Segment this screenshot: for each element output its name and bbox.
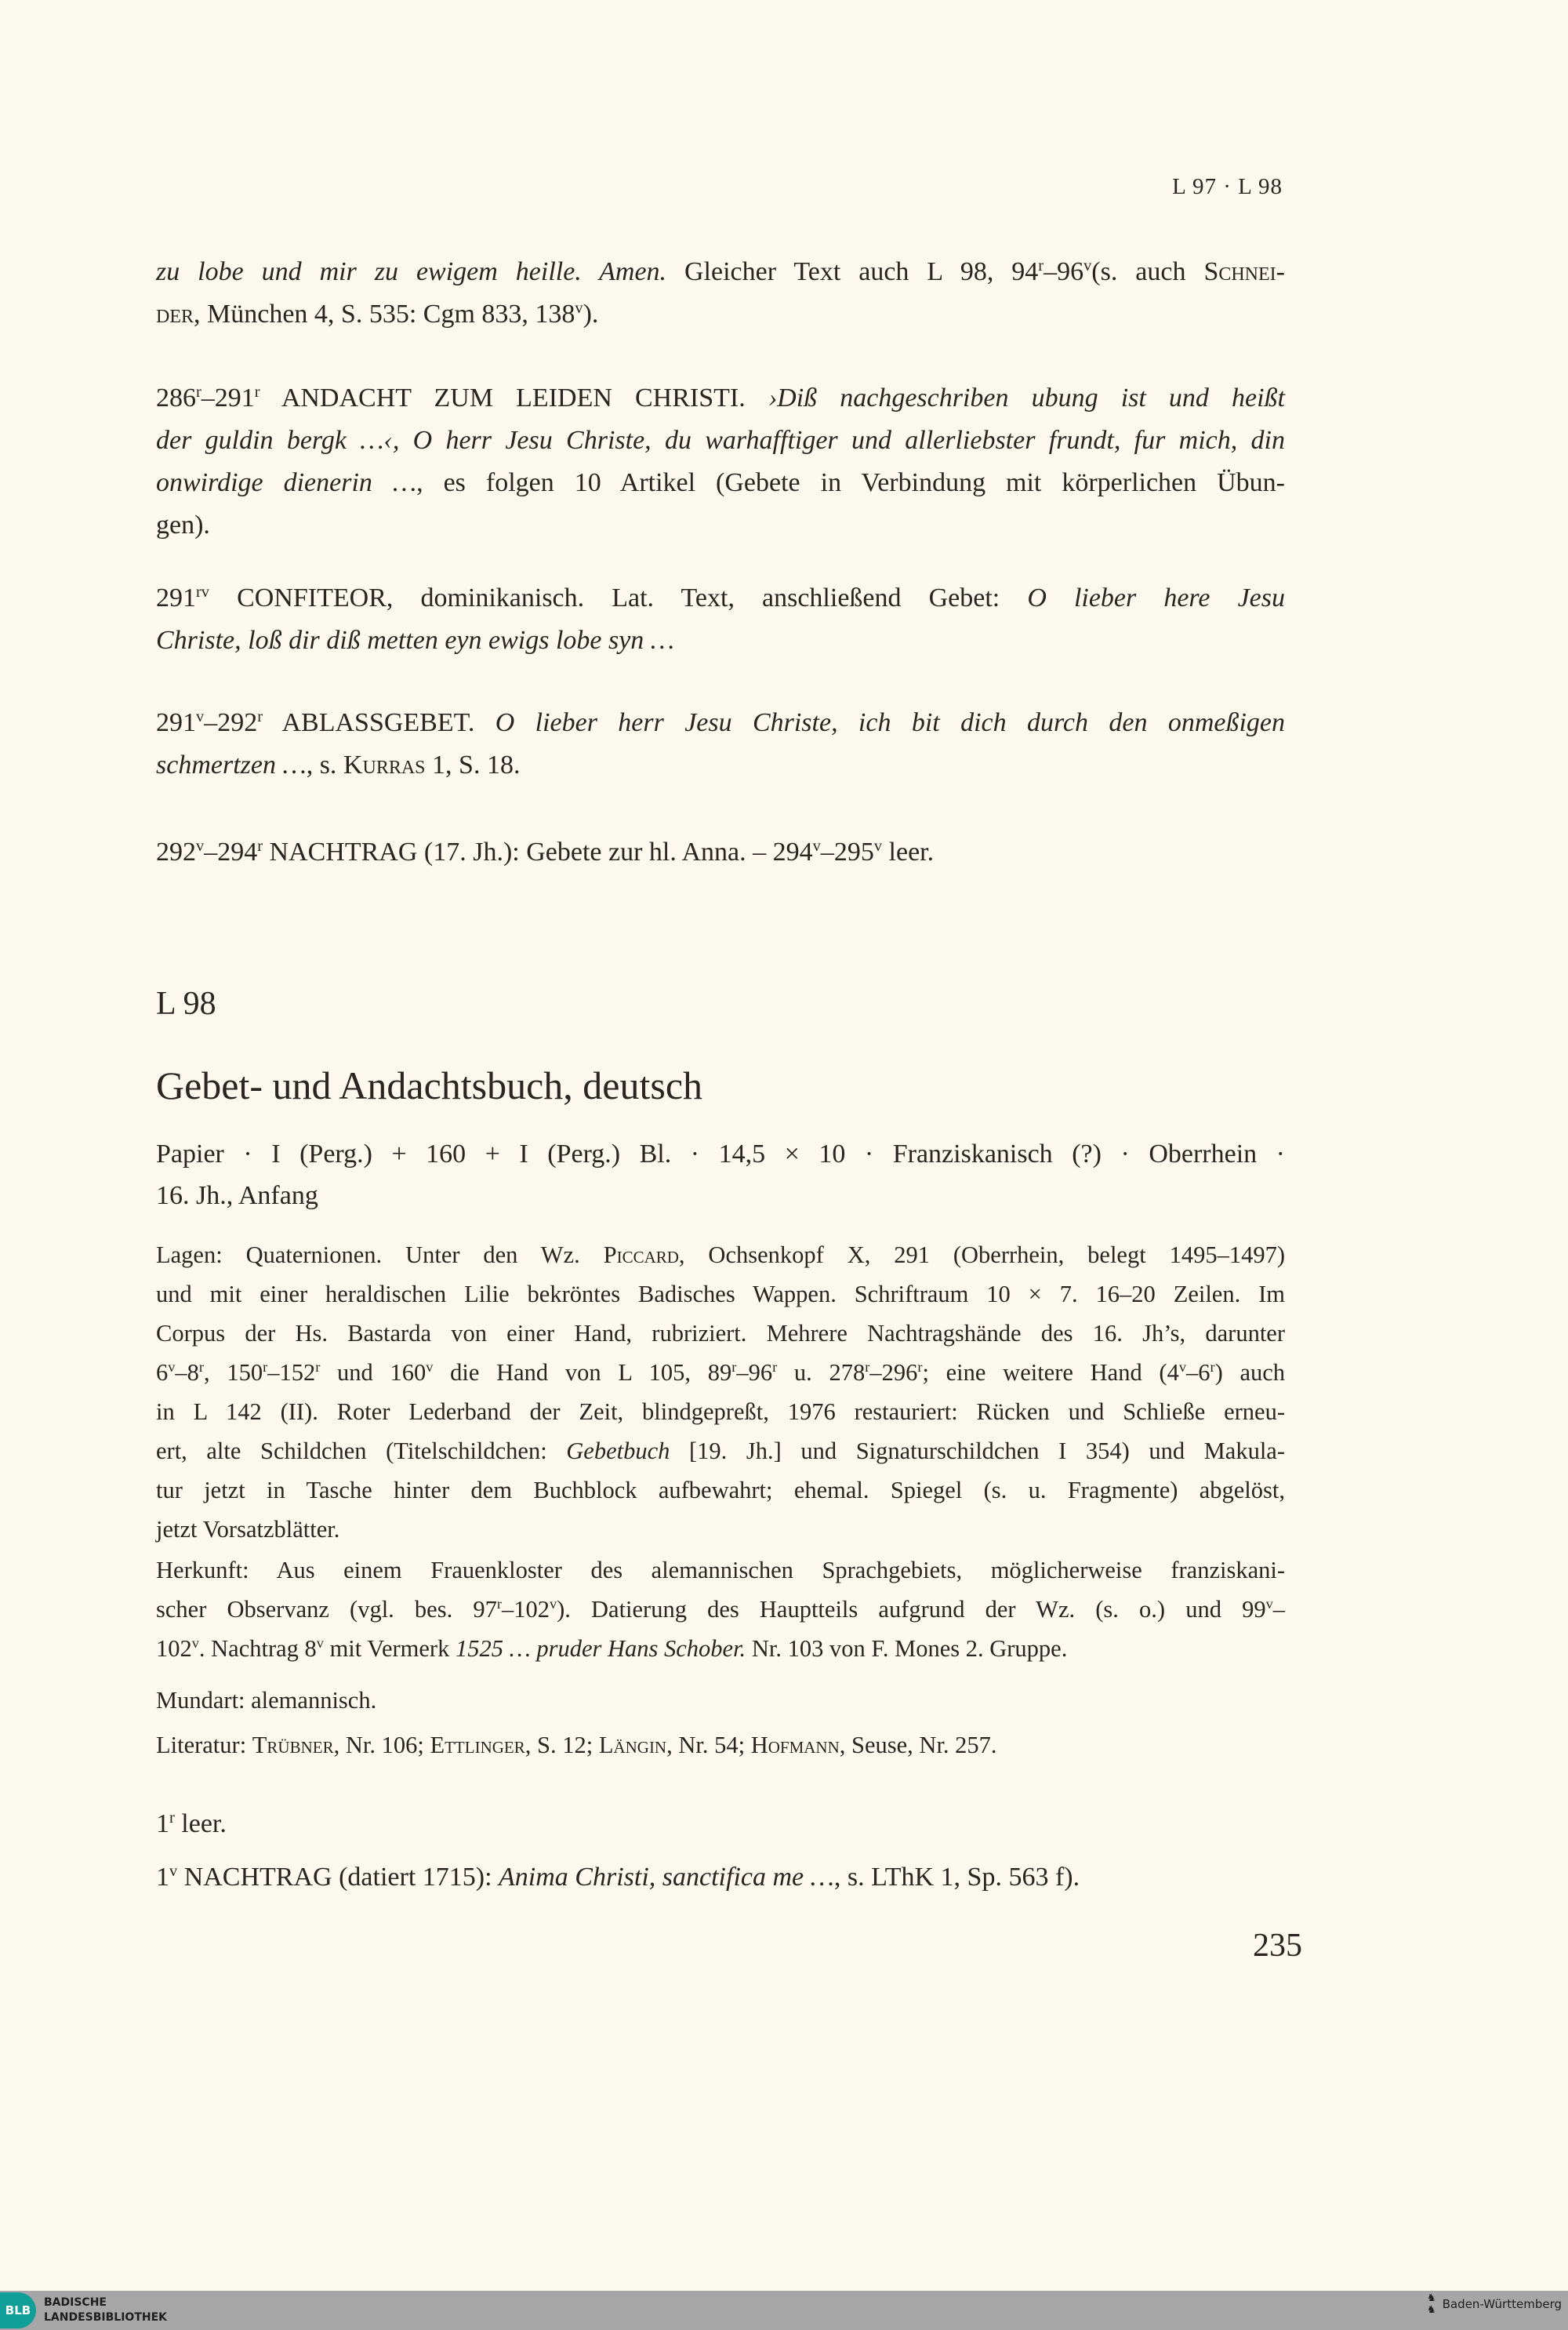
superscript-folio-side: r [731, 1359, 737, 1376]
baden-wuerttemberg-logo[interactable] [1427, 2292, 1562, 2316]
footer-bar [0, 2291, 1568, 2330]
superscript-folio-side: r [865, 1359, 870, 1376]
superscript-folio-side: v [1265, 1596, 1273, 1612]
text-run: gen). [156, 511, 210, 540]
italic-run: O lieber herr Jesu Christe, ich bit dich durch den onmeßigen [495, 708, 1285, 737]
text-line [156, 1314, 1285, 1353]
superscript-folio-side: v [1178, 1359, 1186, 1376]
text-line [156, 1803, 1285, 1845]
italic-run: onwirdige dienerin … [156, 468, 417, 497]
text-line [156, 293, 1285, 336]
mundart-paragraph [156, 1681, 1285, 1720]
small-caps-author: der [156, 300, 194, 329]
text-run: mit Vermerk [323, 1635, 456, 1662]
text-line [156, 504, 1285, 547]
text-run: NACHTRAG (17. Jh.): Gebete zur hl. Anna. – 294 [263, 838, 813, 867]
herkunft-paragraph [156, 1550, 1285, 1668]
entry-1r-leer [156, 1803, 1285, 1845]
text-run: 292 [156, 838, 196, 867]
superscript-folio-side: v [191, 1635, 199, 1652]
entry-1v-nachtrag [156, 1856, 1285, 1899]
text-run: –96 [736, 1359, 773, 1386]
baden-wuerttemberg-label: Baden-Württemberg [1442, 2297, 1562, 2311]
small-caps-author: Schnei- [1203, 257, 1285, 286]
text-run: 6 [156, 1359, 169, 1386]
text-line [156, 744, 1285, 787]
superscript-folio-side: r [196, 383, 201, 401]
text-run: 16. Jh., Anfang [156, 1181, 318, 1210]
superscript-folio-side: rv [196, 583, 209, 601]
text-run: –6 [1185, 1359, 1210, 1386]
physical-description [156, 1133, 1285, 1216]
text-run: 1, S. 18. [425, 751, 521, 780]
superscript-folio-side: v [169, 1862, 178, 1880]
text-run: und 160 [320, 1359, 426, 1386]
small-caps-author: Trübner [252, 1732, 334, 1758]
superscript-folio-side: r [315, 1359, 321, 1376]
text-line [156, 251, 1285, 293]
italic-run: schmertzen … [156, 751, 307, 780]
italic-run: zu lobe und mir zu ewigem heille. Amen. [156, 257, 684, 286]
text-line [156, 1175, 1285, 1216]
text-run: 1 [156, 1809, 169, 1838]
italic-run: der guldin bergk …‹, O herr Jesu Christe, du warhafftiger und allerliebster frundt, fur mich, din [156, 426, 1285, 455]
text-run: –294 [204, 838, 258, 867]
blb-name[interactable] [44, 2295, 167, 2325]
text-run: –8 [175, 1359, 199, 1386]
small-caps-author: Kurras [343, 751, 426, 780]
manuscript-signature-heading: L 98 [156, 986, 216, 1022]
superscript-folio-side: v [549, 1596, 557, 1612]
entry-continuation [156, 251, 1285, 336]
italic-run: Christe, loß dir diß metten eyn ewigs lobe syn … [156, 626, 675, 655]
text-run: –152 [267, 1359, 316, 1386]
text-run: , Nr. 106; [333, 1732, 430, 1758]
text-run: Mundart: alemannisch. [156, 1687, 377, 1714]
text-run: Herkunft: Aus einem Frauenkloster des alemannischen Sprachgebiets, möglicherweise franziskani- [156, 1557, 1285, 1583]
text-run: (s. auch [1091, 257, 1204, 286]
text-run: tur jetzt in Tasche hinter dem Buchblock aufbewahrt; ehemal. Spiegel (s. u. Fragmente) abgelöst, [156, 1477, 1285, 1503]
superscript-folio-side: v [812, 837, 821, 855]
text-run: , es folgen 10 Artikel (Gebete in Verbindung mit körperlichen Übun- [416, 468, 1285, 497]
text-line [156, 1550, 1285, 1590]
text-run: und mit einer heraldischen Lilie bekröntes Badisches Wappen. Schriftraum 10 × 7. 16–20 Zeilen. Im [156, 1281, 1285, 1307]
text-run: ; eine weitere Hand (4 [922, 1359, 1179, 1386]
entry-nachtrag-17-jh [156, 831, 1285, 874]
text-run: CONFITEOR, dominikanisch. Lat. Text, anschließend Gebet: [209, 583, 1028, 612]
superscript-folio-side: r [1210, 1359, 1215, 1376]
text-run: –292 [204, 708, 258, 737]
entry-confiteor [156, 577, 1285, 662]
small-caps-author: Hofmann [750, 1732, 840, 1758]
italic-run: Gebetbuch [566, 1438, 670, 1464]
text-line [156, 377, 1285, 420]
superscript-folio-side: r [496, 1596, 502, 1612]
text-run: jetzt Vorsatzblätter. [156, 1516, 340, 1543]
text-line [156, 462, 1285, 504]
text-run: , Nr. 54; [666, 1732, 751, 1758]
text-run: Lagen: Quaternionen. Unter den Wz. [156, 1241, 604, 1268]
text-run: 291 [156, 583, 196, 612]
superscript-folio-side: r [263, 1359, 268, 1376]
italic-run: ›Diß nachgeschriben ubung ist und heißt [768, 383, 1286, 413]
lagen-paragraph [156, 1235, 1285, 1549]
text-line [156, 1431, 1285, 1470]
text-line [156, 1510, 1285, 1549]
text-run: 291 [156, 708, 196, 737]
text-run: ABLASSGEBET. [263, 708, 495, 737]
superscript-folio-side: r [169, 1808, 175, 1827]
superscript-folio-side: r [198, 1359, 204, 1376]
small-caps-author: Längin [598, 1732, 667, 1758]
blb-name-line1: BADISCHE [44, 2296, 107, 2309]
text-line [156, 1629, 1285, 1668]
text-run: 102 [156, 1635, 192, 1662]
text-line [156, 1590, 1285, 1629]
text-run: ) auch [1214, 1359, 1286, 1386]
italic-run: Anima Christi, sanctifica me … [499, 1863, 834, 1892]
entry-andacht-zum-leiden-christi [156, 377, 1285, 547]
lions-crest-icon: ♞ ♞ [1427, 2292, 1436, 2316]
superscript-folio-side: v [196, 707, 205, 725]
text-line [156, 1856, 1285, 1899]
text-line [156, 831, 1285, 874]
text-run: ). Datierung des Hauptteils aufgrund der Wz. (s. o.) und 99 [557, 1596, 1266, 1623]
text-run: leer. [882, 838, 935, 867]
text-line [156, 1392, 1285, 1431]
superscript-folio-side: r [257, 707, 263, 725]
text-line [156, 1353, 1285, 1392]
text-run: ANDACHT ZUM LEIDEN CHRISTI. [260, 383, 768, 413]
superscript-folio-side: r [917, 1359, 923, 1376]
text-run: ert, alte Schildchen (Titelschildchen: [156, 1438, 567, 1464]
text-run: –295 [820, 838, 874, 867]
superscript-folio-side: v [168, 1359, 176, 1376]
text-line [156, 1725, 1285, 1765]
literatur-paragraph [156, 1725, 1285, 1765]
text-line [156, 1274, 1285, 1314]
superscript-folio-side: v [1083, 256, 1092, 274]
text-run: , 150 [203, 1359, 263, 1386]
text-line [156, 577, 1285, 620]
text-run: , Ochsenkopf X, 291 (Oberrhein, belegt 1495–1497) [678, 1241, 1285, 1268]
blb-name-line2: LANDESBIBLIOTHEK [44, 2311, 168, 2324]
text-run: –96 [1044, 257, 1084, 286]
superscript-folio-side: v [316, 1635, 324, 1652]
blb-logo[interactable]: BLB [0, 2292, 36, 2328]
superscript-folio-side: v [426, 1359, 434, 1376]
text-run: Gleicher Text auch L 98, 94 [684, 257, 1039, 286]
text-run: , Seuse, Nr. 257. [839, 1732, 997, 1758]
text-run: Corpus der Hs. Bastarda von einer Hand, rubriziert. Mehrere Nachtragshände des 16. Jh’s, darunter [156, 1320, 1285, 1347]
superscript-folio-side: r [257, 837, 263, 855]
text-run: . Nachtrag 8 [198, 1635, 317, 1662]
text-run: NACHTRAG (datiert 1715): [177, 1863, 499, 1892]
text-run: [19. Jh.] und Signaturschildchen I 354) und Makula- [670, 1438, 1285, 1464]
text-run: –296 [869, 1359, 918, 1386]
small-caps-author: Ettlinger [430, 1732, 525, 1758]
text-run: , s. [306, 751, 343, 780]
small-caps-author: Piccard [603, 1241, 679, 1268]
text-line [156, 420, 1285, 462]
italic-run: 1525 … pruder Hans Schober. [455, 1635, 746, 1662]
superscript-folio-side: r [254, 383, 260, 401]
text-line [156, 1133, 1285, 1175]
text-line [156, 620, 1285, 662]
text-run: die Hand von L 105, 89 [433, 1359, 732, 1386]
superscript-folio-side: v [196, 837, 205, 855]
text-line [156, 1235, 1285, 1274]
running-head: L 97 · L 98 [1172, 174, 1283, 199]
text-run: u. 278 [777, 1359, 866, 1386]
text-run: 286 [156, 383, 196, 413]
text-line [156, 1470, 1285, 1510]
text-run: –102 [501, 1596, 550, 1623]
text-run: –291 [201, 383, 255, 413]
text-run: Nr. 103 von F. Mones 2. Gruppe. [746, 1635, 1068, 1662]
text-run: 1 [156, 1863, 169, 1892]
text-run: – [1272, 1596, 1285, 1623]
text-run: , S. 12; [524, 1732, 599, 1758]
text-run: Literatur: [156, 1732, 252, 1758]
text-run: Papier · I (Perg.) + 160 + I (Perg.) Bl. · 14,5 × 10 · Franziskanisch (?) · Oberrhein · [156, 1140, 1285, 1169]
text-run: leer. [174, 1809, 227, 1838]
italic-run: O lieber here Jesu [1027, 583, 1285, 612]
entry-ablassgebet [156, 702, 1285, 787]
superscript-folio-side: r [1038, 256, 1044, 274]
text-run: , München 4, S. 535: Cgm 833, 138 [194, 300, 575, 329]
superscript-folio-side: r [772, 1359, 778, 1376]
text-run: in L 142 (II). Roter Lederband der Zeit, blindgepreßt, 1976 restauriert: Rücken und Schließe erneu- [156, 1398, 1285, 1425]
page-number: 235 [1253, 1928, 1302, 1964]
text-run: , s. LThK 1, Sp. 563 f). [833, 1863, 1080, 1892]
superscript-folio-side: v [873, 837, 883, 855]
manuscript-title: Gebet- und Andachtsbuch, deutsch [156, 1063, 703, 1107]
text-run: ). [583, 300, 599, 329]
text-line [156, 702, 1285, 744]
superscript-folio-side: v [575, 299, 583, 317]
text-line [156, 1681, 1285, 1720]
text-run: scher Observanz (vgl. bes. 97 [156, 1596, 497, 1623]
